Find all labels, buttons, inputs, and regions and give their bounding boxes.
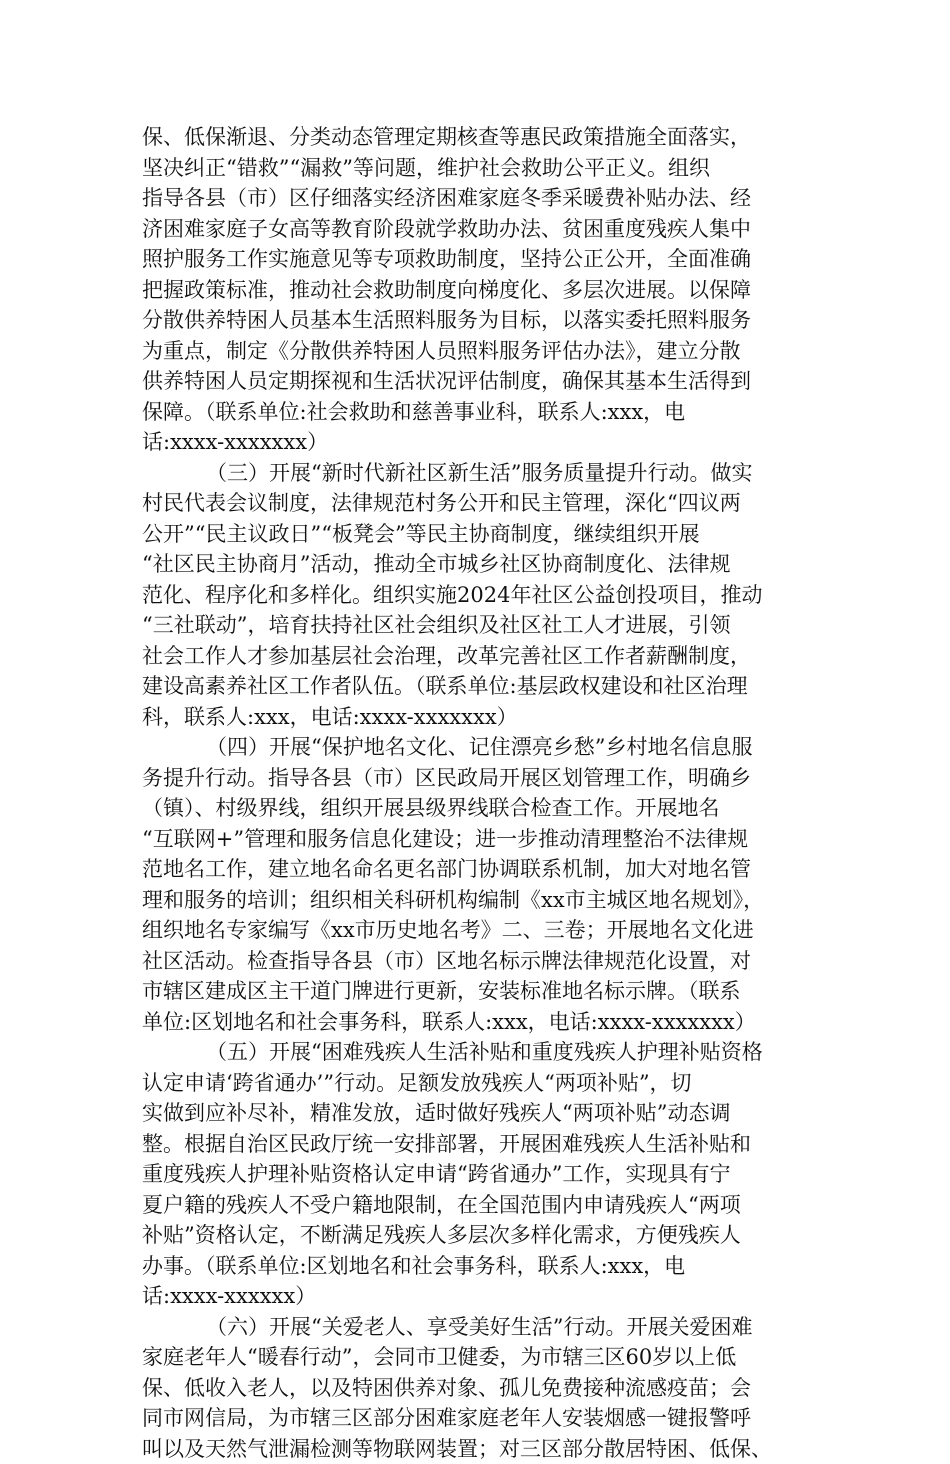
text-line: 组织地名专家编写《xx市历史地名考》二、三卷；开展地名文化进: [142, 915, 825, 946]
text-line: “社区民主协商月”活动，推动全市城乡社区协商制度化、法律规: [142, 549, 825, 580]
section-six-heading: （六）开展“关爱老人、享受美好生活”行动。开展关爱困难: [142, 1312, 825, 1343]
text-line: 话:xxxx-xxxxxxx）: [142, 427, 825, 458]
text-line: 建设高素养社区工作者队伍。（联系单位:基层政权建设和社区治理: [142, 671, 825, 702]
text-line: “三社联动”，培育扶持社区社会组织及社区社工人才进展，引领: [142, 610, 825, 641]
text-line: 济困难家庭子女高等教育阶段就学救助办法、贫困重度残疾人集中: [142, 214, 825, 245]
section-three-heading: （三）开展“新时代新社区新生活”服务质量提升行动。做实: [142, 458, 825, 489]
text-line: 保、低保渐退、分类动态管理定期核查等惠民政策措施全面落实，: [142, 122, 825, 153]
text-line: 保、低收入老人，以及特困供养对象、孤儿免费接种流感疫苗；会: [142, 1373, 825, 1404]
text-line: 村民代表会议制度，法律规范村务公开和民主管理，深化“四议两: [142, 488, 825, 519]
text-line: 社区活动。检查指导各县（市）区地名标示牌法律规范化设置，对: [142, 946, 825, 977]
text-line: 公开”“民主议政日”“板凳会”等民主协商制度，继续组织开展: [142, 519, 825, 550]
text-line: 范化、程序化和多样化。组织实施2024年社区公益创投项目，推动: [142, 580, 825, 611]
text-line: 叫以及天然气泄漏检测等物联网装置；对三区部分散居特困、低保、: [142, 1434, 825, 1464]
text-line: 认定申请‘跨省通办’”行动。足额发放残疾人“两项补贴”，切: [142, 1068, 825, 1099]
text-line: “互联网+”管理和服务信息化建设；进一步推动清理整治不法律规: [142, 824, 825, 855]
text-line: 单位:区划地名和社会事务科，联系人:xxx，电话:xxxx-xxxxxxx）: [142, 1007, 825, 1038]
text-line: 分散供养特困人员基本生活照料服务为目标，以落实委托照料服务: [142, 305, 825, 336]
text-line: 市辖区建成区主干道门牌进行更新，安装标准地名标示牌。（联系: [142, 976, 825, 1007]
text-line: 办事。（联系单位:区划地名和社会事务科，联系人:xxx，电: [142, 1251, 825, 1282]
text-line: 理和服务的培训；组织相关科研机构编制《xx市主城区地名规划》，: [142, 885, 825, 916]
text-line: 范地名工作，建立地名命名更名部门协调联系机制，加大对地名管: [142, 854, 825, 885]
text-line: 坚决纠正“错救”“漏救”等问题，维护社会救助公平正义。组织: [142, 153, 825, 184]
text-line: 为重点，制定《分散供养特困人员照料服务评估办法》，建立分散: [142, 336, 825, 367]
text-line: 话:xxxx-xxxxxx）: [142, 1281, 825, 1312]
text-line: 科，联系人:xxx，电话:xxxx-xxxxxxx）: [142, 702, 825, 733]
document-body: [142, 122, 825, 1464]
text-line: 保障。（联系单位:社会救助和慈善事业科，联系人:xxx，电: [142, 397, 825, 428]
text-line: 社会工作人才参加基层社会治理，改革完善社区工作者薪酬制度，: [142, 641, 825, 672]
text-line: 把握政策标准，推动社会救助制度向梯度化、多层次进展。以保障: [142, 275, 825, 306]
text-line: 指导各县（市）区仔细落实经济困难家庭冬季采暖费补贴办法、经: [142, 183, 825, 214]
text-line: 同市网信局，为市辖三区部分困难家庭老年人安装烟感一键报警呼: [142, 1403, 825, 1434]
section-five-heading: （五）开展“困难残疾人生活补贴和重度残疾人护理补贴资格: [142, 1037, 825, 1068]
text-line: 照护服务工作实施意见等专项救助制度，坚持公正公开，全面准确: [142, 244, 825, 275]
text-line: 实做到应补尽补，精准发放，适时做好残疾人“两项补贴”动态调: [142, 1098, 825, 1129]
text-line: 重度残疾人护理补贴资格认定申请“跨省通办”工作，实现具有宁: [142, 1159, 825, 1190]
text-line: 夏户籍的残疾人不受户籍地限制，在全国范围内申请残疾人“两项: [142, 1190, 825, 1221]
text-line: （镇）、村级界线，组织开展县级界线联合检查工作。开展地名: [142, 793, 825, 824]
text-line: 整。根据自治区民政厅统一安排部署，开展困难残疾人生活补贴和: [142, 1129, 825, 1160]
text-line: 补贴”资格认定，不断满足残疾人多层次多样化需求，方便残疾人: [142, 1220, 825, 1251]
text-line: 务提升行动。指导各县（市）区民政局开展区划管理工作，明确乡: [142, 763, 825, 794]
text-line: 家庭老年人“暖春行动”，会同市卫健委，为市辖三区60岁以上低: [142, 1342, 825, 1373]
section-four-heading: （四）开展“保护地名文化、记住漂亮乡愁”乡村地名信息服: [142, 732, 825, 763]
text-line: 供养特困人员定期探视和生活状况评估制度，确保其基本生活得到: [142, 366, 825, 397]
